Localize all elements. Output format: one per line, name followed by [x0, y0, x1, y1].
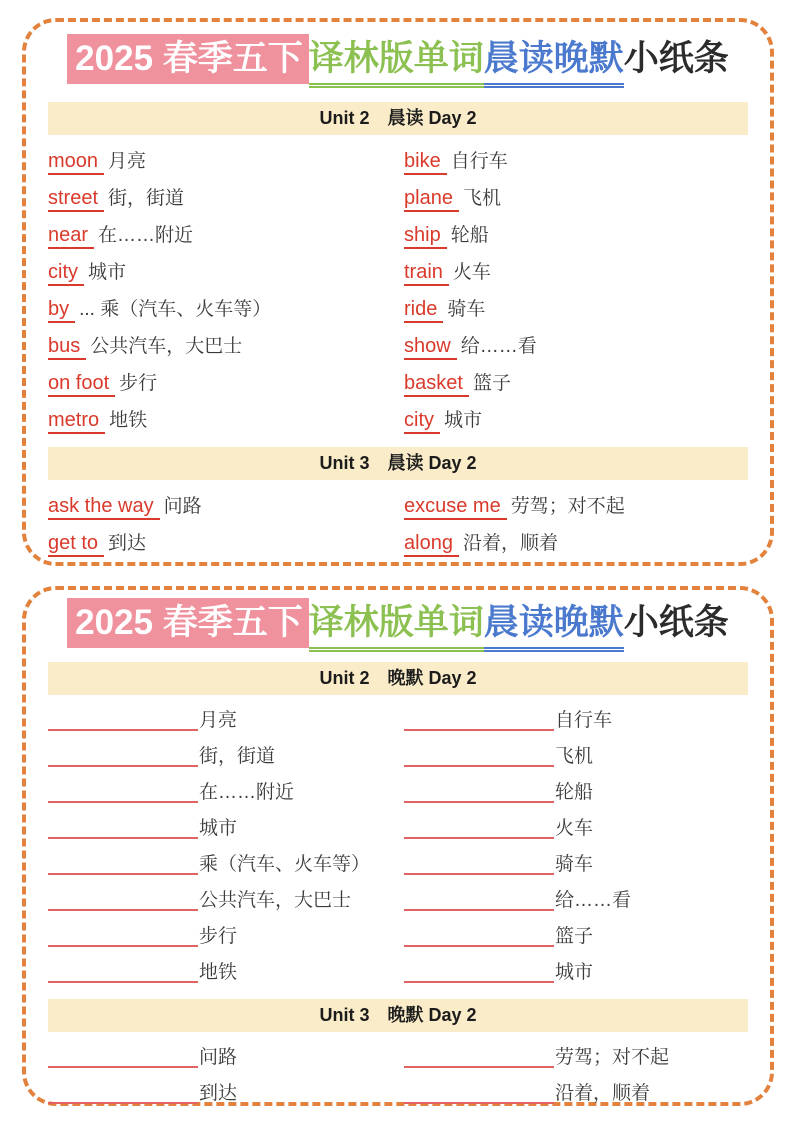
english-word: by: [48, 298, 75, 323]
word-cell-right: [404, 849, 748, 876]
word-cell-left: [48, 741, 404, 768]
english-word: bus: [48, 335, 86, 360]
chinese-meaning: 给……看: [460, 335, 537, 357]
chinese-meaning: 自行车: [555, 710, 613, 731]
english-word: ship: [404, 224, 447, 249]
title-term-highlight: 2025 春季五下: [67, 598, 309, 648]
chinese-meaning: 月亮: [108, 150, 147, 172]
word-cell-right: [404, 146, 748, 173]
title-suffix: 小纸条: [623, 39, 729, 78]
word-cell-left: [48, 146, 404, 173]
answer-blank-line: [404, 962, 554, 983]
word-row: [48, 917, 748, 953]
word-list: [48, 1038, 748, 1110]
section-header-band: Unit 2 晨读 Day 2: [48, 102, 748, 135]
word-cell-right: [404, 294, 748, 321]
word-cell-right: [404, 257, 748, 284]
answer-blank-line: [404, 782, 554, 803]
word-row: [48, 953, 748, 989]
word-cell-right: [404, 777, 748, 804]
chinese-meaning: 劳驾；对不起: [555, 1047, 670, 1068]
chinese-meaning: 乘（汽车、火车等）: [199, 854, 371, 875]
chinese-meaning: 轮船: [555, 782, 594, 803]
word-row: [48, 1038, 748, 1074]
answer-blank-line: [48, 1047, 198, 1068]
english-word: city: [48, 261, 84, 286]
word-cell-left: [48, 368, 404, 395]
chinese-meaning: 飞机: [462, 187, 501, 209]
worksheet-card-recall: [22, 586, 774, 1106]
chinese-meaning: 到达: [199, 1083, 238, 1104]
answer-blank-line: [48, 1083, 198, 1104]
chinese-meaning: 骑车: [555, 854, 594, 875]
title-routine: 晨读晚默: [484, 36, 624, 88]
answer-blank-line: [48, 818, 198, 839]
chinese-meaning: 公共汽车，大巴士: [199, 890, 352, 911]
answer-blank-line: [48, 746, 198, 767]
chinese-meaning: 骑车: [447, 298, 486, 320]
word-list: [48, 701, 748, 989]
word-cell-left: [48, 813, 404, 840]
answer-blank-line: [48, 962, 198, 983]
word-row: [48, 252, 748, 289]
answer-blank-line: [404, 890, 554, 911]
answer-blank-line: [404, 710, 554, 731]
word-cell-right: [404, 921, 748, 948]
title-suffix: 小纸条: [623, 603, 729, 642]
chinese-meaning: 飞机: [555, 746, 594, 767]
chinese-meaning: 步行: [199, 926, 238, 947]
english-word: city: [404, 409, 440, 434]
word-row: [48, 523, 748, 560]
chinese-meaning: 在……附近: [199, 782, 295, 803]
section-header-band: Unit 3 晚默 Day 2: [48, 999, 748, 1032]
english-word: get to: [48, 532, 104, 557]
word-cell-right: [404, 405, 748, 432]
title-book-series: 译林版单词: [309, 36, 484, 88]
english-word: near: [48, 224, 94, 249]
worksheet-title: [48, 34, 748, 88]
chinese-meaning: 城市: [88, 261, 127, 283]
answer-blank-line: [404, 1047, 554, 1068]
chinese-meaning: 轮船: [450, 224, 489, 246]
chinese-meaning: 到达: [108, 532, 147, 554]
chinese-meaning: 火车: [452, 261, 491, 283]
chinese-meaning: 公共汽车，大巴士: [90, 335, 243, 357]
word-row: [48, 773, 748, 809]
answer-blank-line: [48, 926, 198, 947]
chinese-meaning: 地铁: [199, 962, 238, 983]
chinese-meaning: ... 乘（汽车、火车等）: [79, 298, 272, 320]
title-routine: 晨读晚默: [484, 600, 624, 652]
answer-blank-line: [404, 926, 554, 947]
english-word: ride: [404, 298, 443, 323]
chinese-meaning: 街，街道: [108, 187, 185, 209]
word-cell-right: [404, 183, 748, 210]
english-word: street: [48, 187, 104, 212]
word-cell-left: [48, 849, 404, 876]
worksheet-card-read: [22, 18, 774, 566]
word-row: [48, 845, 748, 881]
word-row: [48, 400, 748, 437]
chinese-meaning: 城市: [555, 962, 594, 983]
chinese-meaning: 地铁: [109, 409, 148, 431]
english-word: excuse me: [404, 495, 507, 520]
word-row: [48, 178, 748, 215]
word-cell-left: [48, 220, 404, 247]
chinese-meaning: 步行: [119, 372, 158, 394]
word-row: [48, 1074, 748, 1110]
word-cell-right: [404, 368, 748, 395]
english-word: moon: [48, 150, 104, 175]
word-cell-right: [404, 705, 748, 732]
word-row: [48, 701, 748, 737]
answer-blank-line: [48, 890, 198, 911]
word-cell-left: [48, 921, 404, 948]
word-row: [48, 363, 748, 400]
word-cell-left: [48, 777, 404, 804]
word-cell-right: [404, 1078, 748, 1105]
answer-blank-line: [48, 782, 198, 803]
chinese-meaning: 沿着，顺着: [555, 1083, 651, 1104]
word-row: [48, 215, 748, 252]
english-word: show: [404, 335, 457, 360]
word-row: [48, 881, 748, 917]
english-word: ask the way: [48, 495, 160, 520]
word-cell-left: [48, 528, 404, 555]
word-cell-right: [404, 491, 748, 518]
word-cell-left: [48, 491, 404, 518]
word-cell-left: [48, 957, 404, 984]
answer-blank-line: [404, 818, 554, 839]
word-cell-right: [404, 885, 748, 912]
word-cell-right: [404, 528, 748, 555]
chinese-meaning: 火车: [555, 818, 594, 839]
chinese-meaning: 街，街道: [199, 746, 276, 767]
word-row: [48, 289, 748, 326]
english-word: plane: [404, 187, 459, 212]
section-header-band: Unit 3 晨读 Day 2: [48, 447, 748, 480]
word-cell-left: [48, 331, 404, 358]
word-row: [48, 326, 748, 363]
word-cell-left: [48, 294, 404, 321]
chinese-meaning: 沿着，顺着: [462, 532, 558, 554]
english-word: along: [404, 532, 459, 557]
chinese-meaning: 篮子: [472, 372, 511, 394]
word-list: [48, 486, 748, 560]
word-row: [48, 809, 748, 845]
word-row: [48, 486, 748, 523]
word-cell-right: [404, 813, 748, 840]
word-cell-left: [48, 405, 404, 432]
english-word: train: [404, 261, 449, 286]
answer-blank-line: [404, 854, 554, 875]
chinese-meaning: 城市: [199, 818, 238, 839]
chinese-meaning: 篮子: [555, 926, 594, 947]
answer-blank-line: [404, 746, 554, 767]
english-word: metro: [48, 409, 105, 434]
word-cell-right: [404, 220, 748, 247]
chinese-meaning: 给……看: [555, 890, 632, 911]
english-word: basket: [404, 372, 469, 397]
word-row: [48, 141, 748, 178]
word-cell-right: [404, 331, 748, 358]
title-book-series: 译林版单词: [309, 600, 484, 652]
answer-blank-line: [404, 1083, 554, 1104]
word-cell-right: [404, 1042, 748, 1069]
answer-blank-line: [48, 854, 198, 875]
word-list: [48, 141, 748, 437]
chinese-meaning: 月亮: [199, 710, 238, 731]
word-cell-left: [48, 183, 404, 210]
chinese-meaning: 自行车: [450, 150, 508, 172]
chinese-meaning: 问路: [163, 495, 202, 517]
word-cell-left: [48, 885, 404, 912]
title-term-highlight: 2025 春季五下: [67, 34, 309, 84]
english-word: on foot: [48, 372, 115, 397]
word-cell-left: [48, 705, 404, 732]
chinese-meaning: 劳驾；对不起: [510, 495, 625, 517]
answer-blank-line: [48, 710, 198, 731]
chinese-meaning: 问路: [199, 1047, 238, 1068]
chinese-meaning: 在……附近: [98, 224, 194, 246]
word-cell-right: [404, 741, 748, 768]
worksheet-title: [48, 598, 748, 652]
word-cell-left: [48, 1042, 404, 1069]
word-cell-left: [48, 257, 404, 284]
word-row: [48, 737, 748, 773]
word-cell-right: [404, 957, 748, 984]
section-header-band: Unit 2 晚默 Day 2: [48, 662, 748, 695]
word-cell-left: [48, 1078, 404, 1105]
chinese-meaning: 城市: [444, 409, 483, 431]
english-word: bike: [404, 150, 447, 175]
